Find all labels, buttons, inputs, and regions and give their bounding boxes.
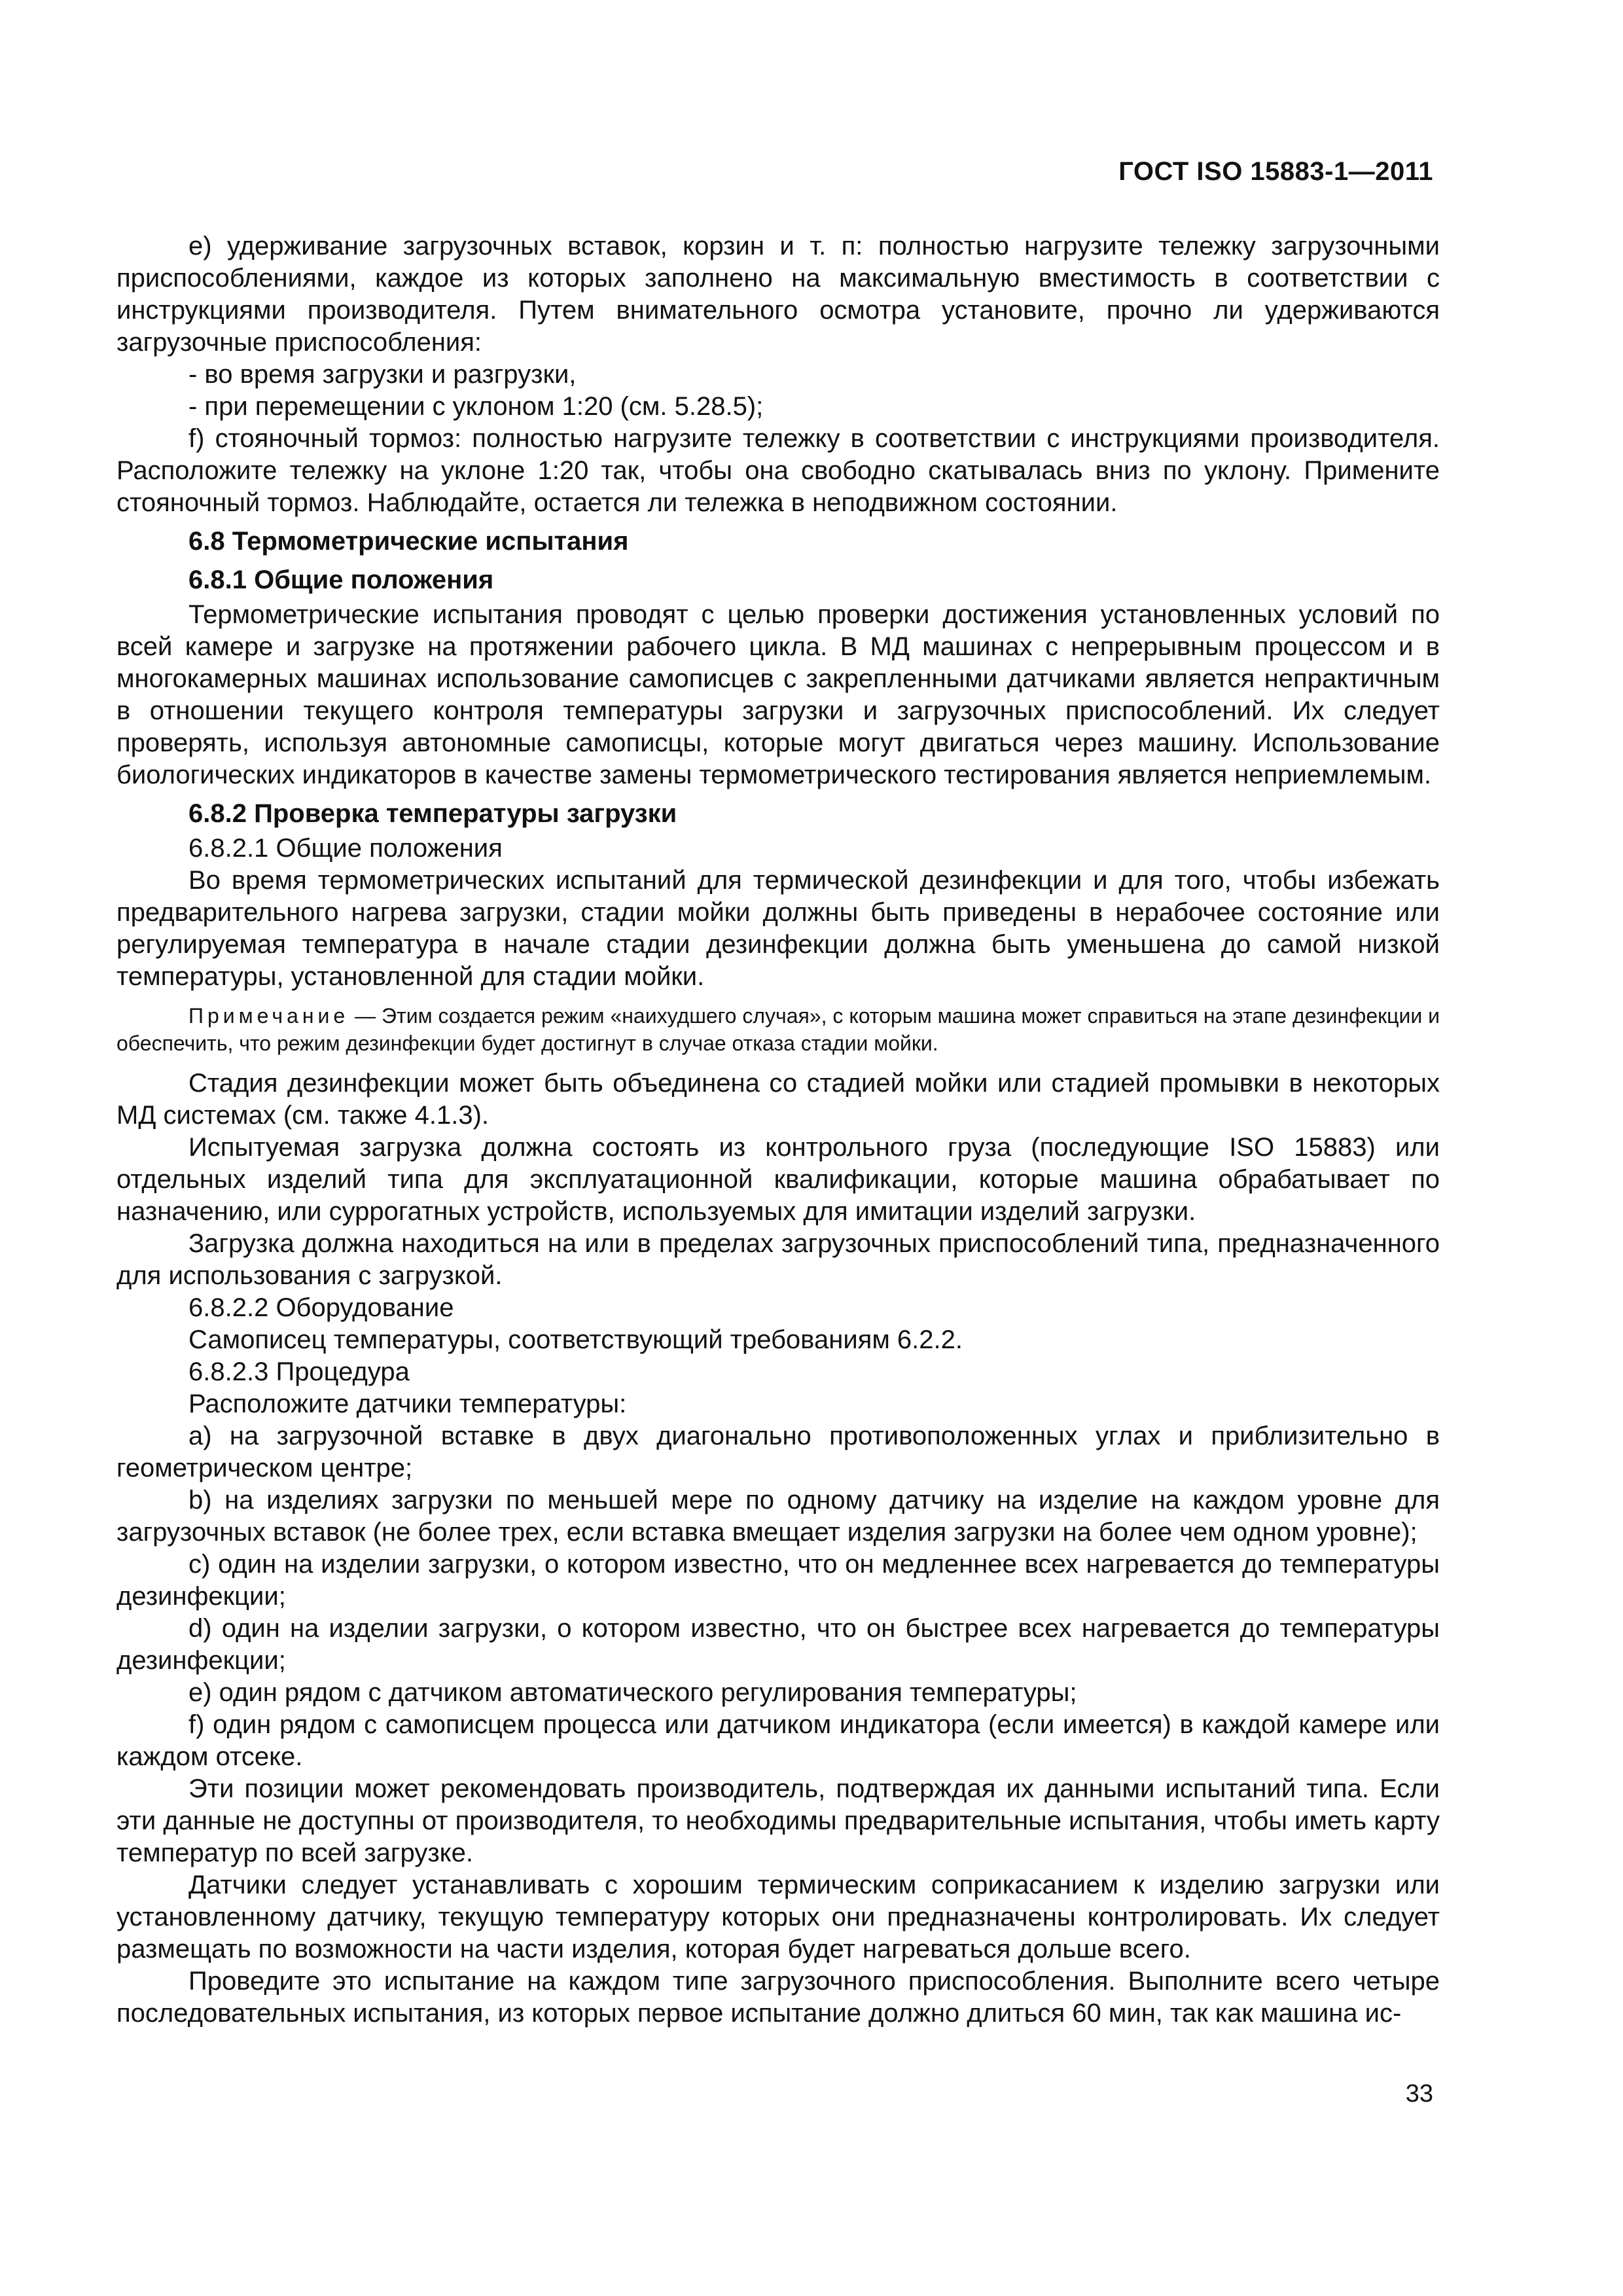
paragraph-equipment: Самописец температуры, соответствующий требованиям 6.2.2. [188,1325,963,1354]
note-text: — Этим создается режим «наихудшего случая», с которым машина может справиться на этапе дезинфекции и обеспечить, что режим дезинфекции будет достигнут в случае отказа стадии мойки. [116,1004,1440,1055]
subsection-heading-6-8-2-1: 6.8.2.1 Общие положения [188,834,503,863]
paragraph-test-procedure: Проведите это испытание на каждом типе загрузочного приспособления. Выполните всего четыре последовательных испытания, из которых первое испытание должно длиться 60 мин, так как машина ис- [116,1967,1440,2028]
paragraph-disinfection-stage: Стадия дезинфекции может быть объединена со стадией мойки или стадией промывки в некоторых МД системах (см. также 4.1.3). [116,1069,1440,1130]
paragraph-6-8-2-1: Во время термометрических испытаний для термической дезинфекции и для того, чтобы избежать предварительного нагрева загрузки, стадии мойки должны быть приведены в нерабочее состояние или регулируемая температура в начале стадии дезинфекции должна быть уменьшена до самой низкой температуры, установленной для стадии мойки. [116,866,1440,991]
paragraph-item-e-holding: е) удерживание загрузочных вставок, корзин и т. п: полностью нагрузите тележку загрузочными приспособлениями, каждое из которых заполнено на максимальную вместимость в соответствии с инструкциями производителя. Путем внимательного осмотра установите, прочно ли удерживаются загрузочные приспособления: [116,232,1440,357]
section-heading-6-8: 6.8 Термометрические испытания [188,527,629,556]
section-heading-6-8-1: 6.8.1 Общие положения [188,565,494,594]
paragraph-6-8-1: Термометрические испытания проводят с целью проверки достижения установленных условий по всей камере и загрузке на протяжении рабочего цикла. В МД машинах с непрерывным процессом и в многокамерных машинах использование самописцев с закрепленными датчиками является непрактичным в отношении текущего контроля температуры загрузки и загрузочных приспособлений. Их следует проверять, используя автономные самописцы, которые могут двигаться через машину. Использование биологических индикаторов в качестве замены термометрического тестирования является неприемлемым. [116,600,1440,789]
document-body [116,230,1440,2030]
paragraph-load-location: Загрузка должна находиться на или в пределах загрузочных приспособлений типа, предназначенного для использования с загрузкой. [116,1229,1440,1290]
document-id: ГОСТ ISO 15883-1—2011 [1118,157,1433,186]
list-item-b: b) на изделиях загрузки по меньшей мере по одному датчику на изделие на каждом уровне для загрузочных вставок (не более трех, если вставка вмещает изделия загрузки на более чем одном уровне); [116,1486,1440,1547]
paragraph-sensor-placement: Расположите датчики температуры: [188,1390,627,1418]
paragraph-positions: Эти позиции может рекомендовать производитель, подтверждая их данными испытаний типа. Если эти данные не доступны от производителя, то необходимы предварительные испытания, чтобы иметь карту температур по всей загрузке. [116,1774,1440,1867]
dash-item-loading: - во время загрузки и разгрузки, [188,360,577,389]
list-item-e: е) один рядом с датчиком автоматического регулирования температуры; [188,1678,1077,1707]
subsection-heading-6-8-2-3: 6.8.2.3 Процедура [188,1357,410,1386]
note [116,1002,1440,1057]
subsection-heading-6-8-2-2: 6.8.2.2 Оборудование [188,1293,454,1322]
list-item-a: а) на загрузочной вставке в двух диагонально противоположенных углах и приблизительно в геометрическом центре; [116,1422,1440,1482]
section-heading-6-8-2: 6.8.2 Проверка температуры загрузки [188,799,677,828]
note-prefix: Примечание [188,1004,349,1028]
list-item-f: f) один рядом с самописцем процесса или датчиком индикатора (если имеется) в каждой камере или каждом отсеке. [116,1710,1440,1771]
list-item-c: с) один на изделии загрузки, о котором известно, что он медленнее всех нагревается до температуры дезинфекции; [116,1550,1440,1611]
paragraph-sensors: Датчики следует устанавливать с хорошим термическим соприкасанием к изделию загрузки или установленному датчику, текущую температуру которых они предназначены контролировать. Их следует размещать по возможности на части изделия, которая будет нагреваться дольше всего. [116,1871,1440,1964]
page-number: 33 [1405,2080,1433,2108]
dash-item-slope: - при перемещении с уклоном 1:20 (см. 5.28.5); [188,392,764,421]
paragraph-test-load: Испытуемая загрузка должна состоять из контрольного груза (последующие ISO 15883) или отдельных изделий типа для эксплуатационной квалификации, которые машина обрабатывает по назначению, или суррогатных устройств, используемых для имитации изделий загрузки. [116,1133,1440,1226]
list-item-d: d) один на изделии загрузки, о котором известно, что он быстрее всех нагревается до температуры дезинфекции; [116,1614,1440,1675]
paragraph-item-f-brake: f) стояночный тормоз: полностью нагрузите тележку в соответствии с инструкциями производителя. Расположите тележку на уклоне 1:20 так, чтобы она свободно скатывалась вниз по уклону. Примените стояночный тормоз. Наблюдайте, остается ли тележка в неподвижном состоянии. [116,424,1440,517]
